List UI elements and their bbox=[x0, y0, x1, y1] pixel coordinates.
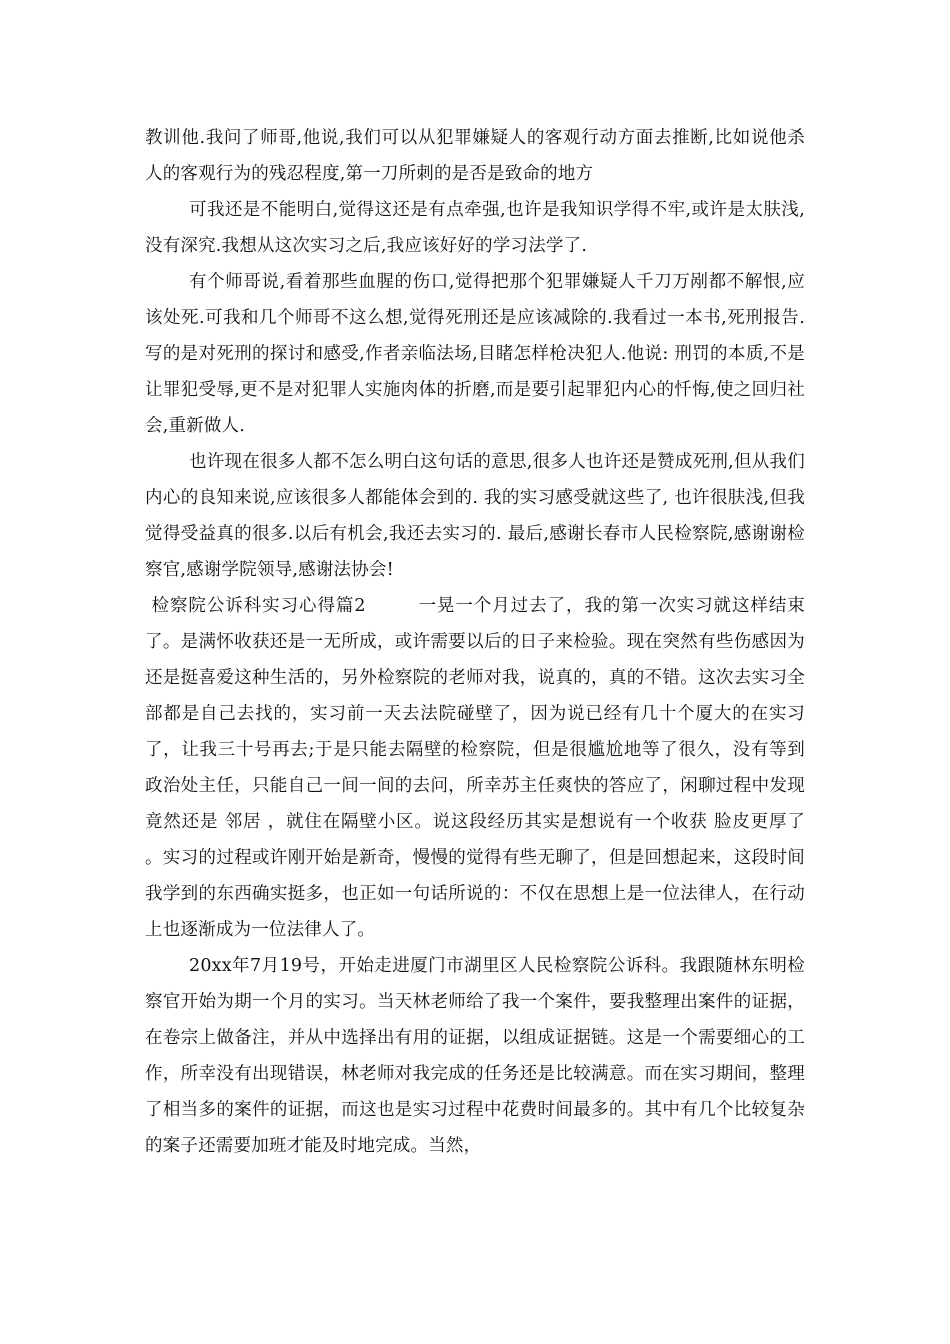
paragraph-5-text: 一晃一个月过去了，我的第一次实习就这样结束了。是满怀收获还是一无所成，或许需要以后的日子来检验。现在突然有些伤感因为还是挺喜爱这种生活的，另外检察院的老师对我，说真的，真的不错。这次去实习全部都是自己去找的，实习前一天去法院碰壁了，因为说已经有几十个厦大的在实习了，让我三十号再去;于是只能去隔壁的检察院，但是很尴尬地等了很久，没有等到政治处主任，只能自己一间一间的去问，所幸苏主任爽快的答应了，闲聊过程中发现竟然还是 邻居 ，就住在隔壁小区。说这段经历其实是想说有一个收获 脸皮更厚了 。实习的过程或许刚开始是新奇，慢慢的觉得有些无聊了，但是回想起来，这段时间我学到的东西确实挺多，也正如一句话所说的：不仅在思想上是一位法律人，在行动上也逐渐成为一位法律人了。 bbox=[145, 596, 806, 940]
paragraph-1: 教训他.我问了师哥,他说,我们可以从犯罪嫌疑人的客观行动方面去推断,比如说他杀人的客观行为的残忍程度,第一刀所刺的是否是致命的地方 bbox=[145, 128, 805, 184]
document-body bbox=[145, 120, 805, 1164]
section-heading-inline: 检察院公诉科实习心得篇2 bbox=[145, 596, 366, 616]
paragraph-3: 有个师哥说,看着那些血腥的伤口,觉得把那个犯罪嫌疑人千刀万剐都不解恨,应该处死.可我和几个师哥不这么想,觉得死刑还是应该减除的.我看过一本书,死刑报告.写的是对死刑的探讨和感受,作者亲临法场,目睹怎样枪决犯人.他说: 刑罚的本质,不是让罪犯受辱,更不是对犯罪人实施肉体的折磨,而是要引起罪犯内心的忏悔,使之回归社会,重新做人. bbox=[145, 272, 805, 436]
paragraph-5 bbox=[145, 588, 805, 948]
paragraph-2: 可我还是不能明白,觉得这还是有点牵强,也许是我知识学得不牢,或许是太肤浅,没有深究.我想从这次实习之后,我应该好好的学习法学了. bbox=[145, 200, 805, 256]
paragraph-6: 20xx年7月19号，开始走进厦门市湖里区人民检察院公诉科。我跟随林东明检察官开始为期一个月的实习。当天林老师给了我一个案件，要我整理出案件的证据，在卷宗上做备注，并从中选择出有用的证据，以组成证据链。这是一个需要细心的工作，所幸没有出现错误，林老师对我完成的任务还是比较满意。而在实习期间，整理了相当多的案件的证据，而这也是实习过程中花费时间最多的。其中有几个比较复杂的案子还需要加班才能及时地完成。当然， bbox=[145, 956, 805, 1156]
paragraph-4: 也许现在很多人都不怎么明白这句话的意思,很多人也许还是赞成死刑,但从我们内心的良知来说,应该很多人都能体会到的. 我的实习感受就这些了, 也许很肤浅,但我觉得受益真的很多.以后有机会,我还去实习的. 最后,感谢长春市人民检察院,感谢谢检察官,感谢学院领导,感谢法协会! bbox=[145, 452, 805, 580]
